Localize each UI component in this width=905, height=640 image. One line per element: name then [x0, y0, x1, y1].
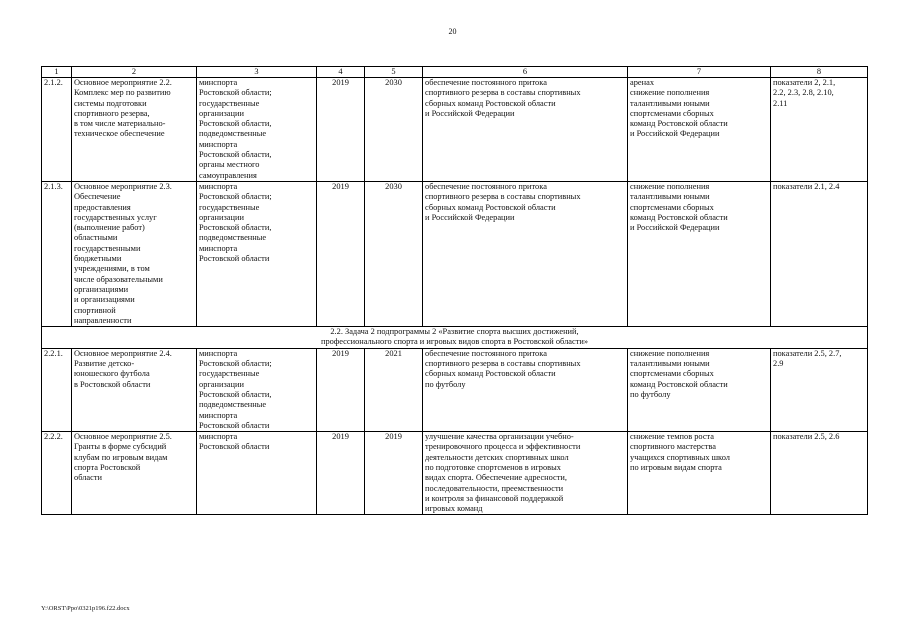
table-row: [42, 181, 868, 326]
consequence-cell: снижение темпов роста спортивного мастерства учащихся спортивных школ по игровым видам спорта: [628, 432, 771, 515]
row-number: 2.2.2.: [42, 432, 72, 515]
task-heading: [42, 327, 868, 349]
result-cell: обеспечение постоянного притока спортивного резерва в составы спортивных сборных команд Ростовской области по футболу: [423, 348, 628, 431]
column-header: 4: [317, 67, 365, 78]
column-header: 3: [197, 67, 317, 78]
carryover-text: аренах: [630, 78, 655, 87]
executor-cell: минспорта Ростовской области; государственные организации Ростовской области, подведомственные минспорта Ростовской области: [197, 181, 317, 326]
column-header: 5: [365, 67, 423, 78]
end-year-cell: 2021: [365, 348, 423, 431]
consequence-cell: снижение пополнения талантливыми юными спортсменами сборных команд Ростовской области и Российской Федерации: [628, 181, 771, 326]
measure-cell: Основное мероприятие 2.2. Комплекс мер по развитию системы подготовки спортивного резерва, в том числе материально- техническое обеспечение: [72, 78, 197, 182]
indicators-cell: показатели 2.5, 2.6: [771, 432, 868, 515]
consequence-cell: снижение пополнения талантливыми юными спортсменами сборных команд Ростовской области по футболу: [628, 348, 771, 431]
indicators-cell: показатели 2, 2.1, 2.2, 2.3, 2.8, 2.10, 2.11: [771, 78, 868, 182]
task-heading-row: [42, 327, 868, 349]
measure-cell: Основное мероприятие 2.4. Развитие детско- юношеского футбола в Ростовской области: [72, 348, 197, 431]
row-number: 2.1.2.: [42, 78, 72, 182]
table-row: [42, 432, 868, 515]
task-heading-line: 2.2. Задача 2 подпрограммы 2 «Развитие спорта высших достижений,: [330, 327, 579, 337]
start-year-cell: 2019: [317, 432, 365, 515]
start-year-cell: 2019: [317, 181, 365, 326]
start-year-cell: 2019: [317, 78, 365, 182]
column-header: 2: [72, 67, 197, 78]
measure-cell: Основное мероприятие 2.3. Обеспечение предоставления государственных услуг (выполнение работ) областными государственными бюджетными учреждениями, в том числе образовательными организациями и организациями спортивной направленности: [72, 181, 197, 326]
start-year-cell: 2019: [317, 348, 365, 431]
result-cell: обеспечение постоянного притока спортивного резерва в составы спортивных сборных команд Ростовской области и Российской Федерации: [423, 78, 628, 182]
column-header: 8: [771, 67, 868, 78]
result-cell: обеспечение постоянного притока спортивного резерва в составы спортивных сборных команд Ростовской области и Российской Федерации: [423, 181, 628, 326]
table-row: [42, 78, 868, 182]
column-header: 7: [628, 67, 771, 78]
end-year-cell: 2030: [365, 78, 423, 182]
indicators-cell: показатели 2.1, 2.4: [771, 181, 868, 326]
measures-table: [41, 66, 868, 515]
executor-cell: минспорта Ростовской области: [197, 432, 317, 515]
file-path-footer: Y:\ORST\Ppo\0321p196.f22.docx: [41, 605, 130, 612]
column-header: 6: [423, 67, 628, 78]
executor-cell: минспорта Ростовской области; государственные организации Ростовской области, подведомственные минспорта Ростовской области: [197, 348, 317, 431]
row-number: 2.2.1.: [42, 348, 72, 431]
end-year-cell: 2019: [365, 432, 423, 515]
end-year-cell: 2030: [365, 181, 423, 326]
row-number: 2.1.3.: [42, 181, 72, 326]
measure-cell: Основное мероприятие 2.5. Гранты в форме субсидий клубам по игровым видам спорта Ростовской области: [72, 432, 197, 515]
consequence-cell: [628, 78, 771, 182]
task-heading-line: профессионального спорта и игровых видов спорта в Ростовской области»: [320, 337, 589, 347]
result-cell: улучшение качества организации учебно- тренировочного процесса и эффективности деятельности детских спортивных школ по подготовке спортсменов в игровых видах спорта. Обеспечение адресности, последовательности, преемственности и контроля за финансовой поддержкой игровых команд: [423, 432, 628, 515]
executor-cell: минспорта Ростовской области; государственные организации Ростовской области, подведомственные минспорта Ростовской области, органы местного самоуправления: [197, 78, 317, 182]
indicators-cell: показатели 2.5, 2.7, 2.9: [771, 348, 868, 431]
consequence-text: снижение пополнения талантливыми юными спортсменами сборных команд Ростовской области и Российской Федерации: [630, 88, 728, 139]
page-number: 20: [448, 27, 457, 36]
column-header: 1: [42, 67, 72, 78]
table-header-row: [42, 67, 868, 78]
table-row: [42, 348, 868, 431]
